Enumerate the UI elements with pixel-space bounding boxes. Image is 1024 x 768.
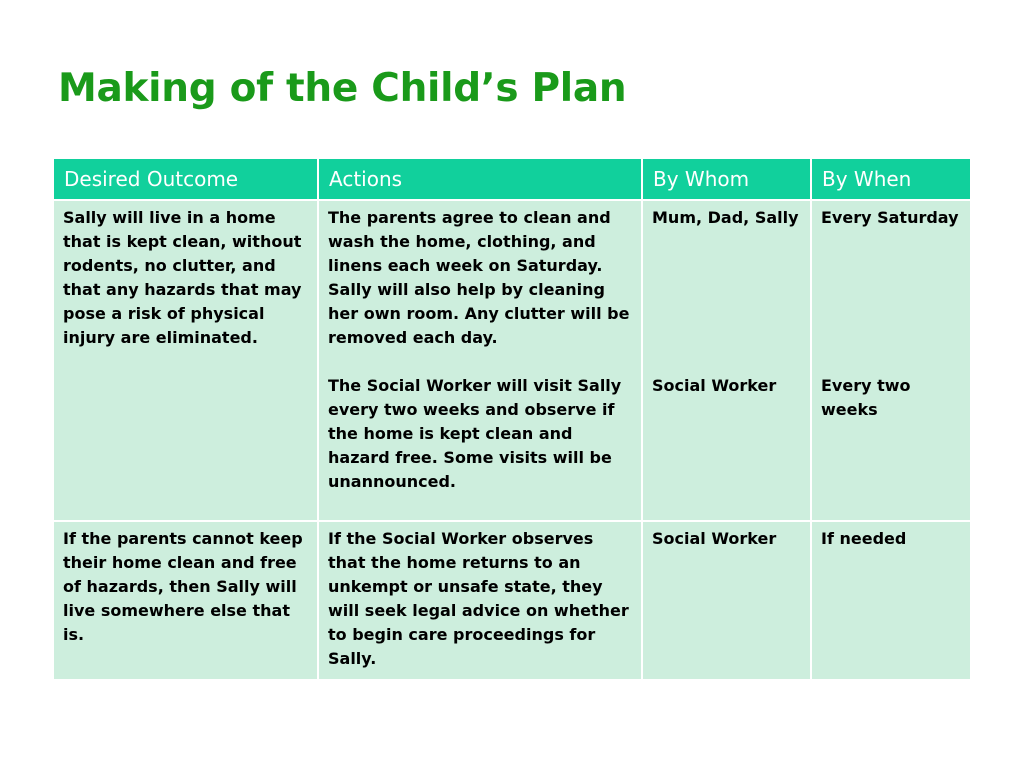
table-header-row (53, 158, 971, 200)
cell-desired-outcome (53, 521, 318, 680)
cell-actions (318, 521, 642, 680)
table-row (53, 200, 971, 521)
action-text: If the Social Worker observes that the home returns to an unkempt or unsafe state, they will seek legal advice on whether to begin care proceedings for Sally. (328, 529, 629, 668)
outcome-text: Sally will live in a home that is kept clean, without rodents, no clutter, and that any hazards that may pose a risk of physical injury are eliminated. (63, 208, 302, 347)
cell-by-whom (642, 521, 811, 680)
childs-plan-table (52, 157, 972, 681)
by-whom-text: Social Worker (652, 529, 777, 548)
cell-by-when (811, 521, 971, 680)
slide-title: Making of the Child’s Plan (58, 66, 627, 111)
by-whom-text: Social Worker (652, 376, 777, 395)
outcome-text: If the parents cannot keep their home clean and free of hazards, then Sally will live somewhere else that is. (63, 529, 303, 644)
action-text: The Social Worker will visit Sally every two weeks and observe if the home is kept clean and hazard free. Some visits will be unannounced. (328, 376, 622, 491)
action-text: The parents agree to clean and wash the home, clothing, and linens each week on Saturday. Sally will also help by cleaning her own room. Any clutter will be removed each day. (328, 208, 630, 347)
header-by-when: By When (811, 158, 971, 200)
header-desired-outcome: Desired Outcome (53, 158, 318, 200)
cell-by-when (811, 200, 971, 521)
table-row (53, 521, 971, 680)
by-whom-text: Mum, Dad, Sally (652, 208, 799, 227)
by-when-text: If needed (821, 529, 907, 548)
by-when-text: Every Saturday (821, 208, 959, 227)
cell-by-whom (642, 200, 811, 521)
header-by-whom: By Whom (642, 158, 811, 200)
cell-desired-outcome (53, 200, 318, 521)
header-actions: Actions (318, 158, 642, 200)
by-when-text: Every two weeks (821, 376, 911, 419)
cell-actions (318, 200, 642, 521)
